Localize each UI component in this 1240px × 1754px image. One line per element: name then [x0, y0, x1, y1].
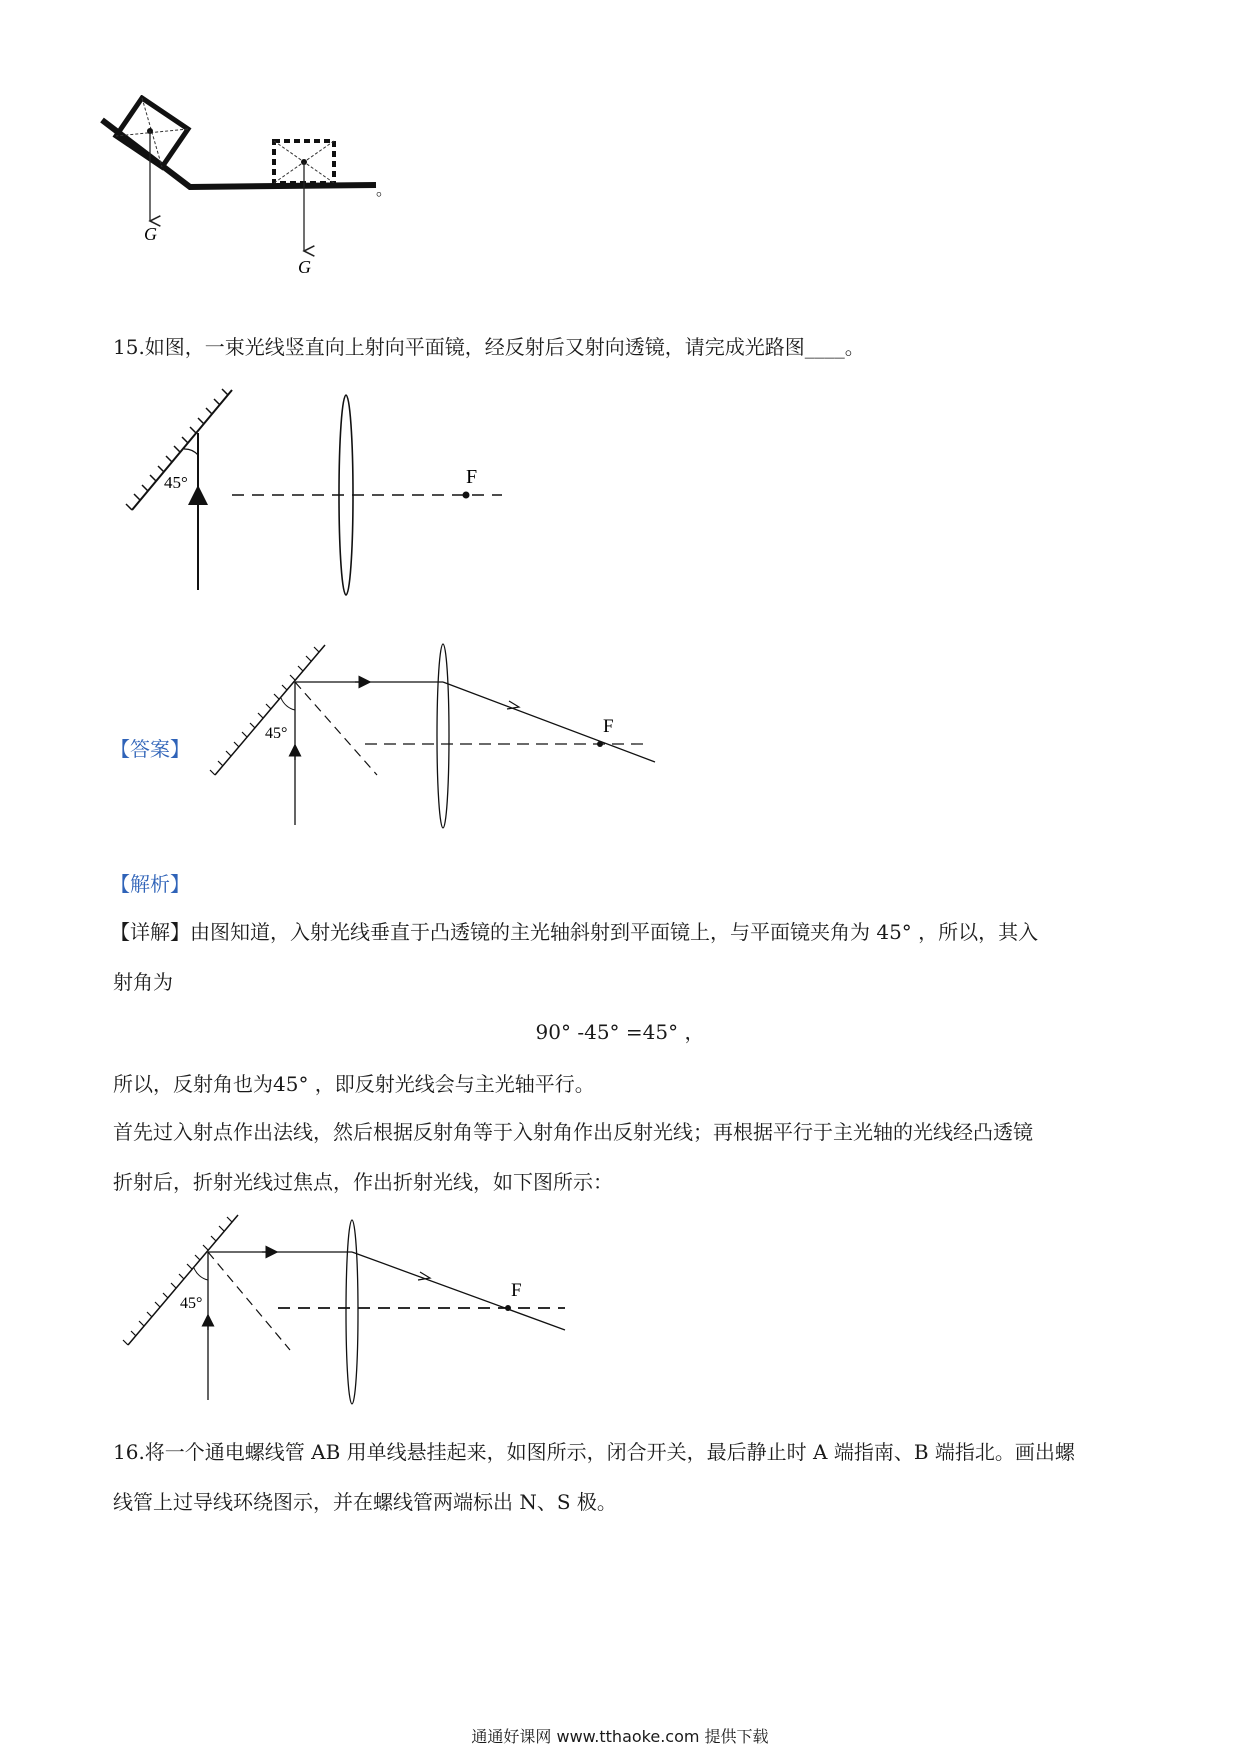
q15-figure	[112, 385, 512, 615]
q16-line1: 16.将一个通电螺线管 AB 用单线悬挂起来，如图所示，闭合开关，最后静止时 A 端指南、B 端指北。画出螺	[113, 1440, 1075, 1464]
detail-line2: 射角为	[113, 970, 173, 994]
formula: 90° -45° =45° ，	[535, 1020, 705, 1044]
answer-mirror	[210, 645, 325, 775]
analysis-line3: 所以，反射角也为45° ，即反射光线会与主光轴平行。	[113, 1072, 595, 1096]
answer-figure	[205, 640, 675, 850]
analysis-line4: 首先过入射点作出法线，然后根据反射角等于入射角作出反射光线；再根据平行于主光轴的光线经凸透镜	[113, 1120, 1033, 1144]
q16-line2: 线管上过导线环绕图示，并在螺线管两端标出 N、S 极。	[113, 1490, 617, 1514]
detail-line1: 【详解】由图知道，入射光线垂直于凸透镜的主光轴斜射到平面镜上，与平面镜夹角为 45° ，所以，其入	[110, 920, 1039, 944]
analysis-mirror	[123, 1215, 238, 1345]
page-footer: 通通好课网 www.tthaoke.com 提供下载	[471, 1727, 769, 1746]
gravity-label-right: G	[298, 257, 311, 277]
q15-text: 15.如图，一束光线竖直向上射向平面镜，经反射后又射向透镜，请完成光路图____。	[113, 335, 865, 359]
answer-focus: F	[603, 716, 614, 737]
analysis-line5: 折射后，折射光线过焦点，作出折射光线，如下图所示：	[113, 1170, 613, 1194]
focus-point	[463, 492, 470, 499]
analysis-angle: 45°	[180, 1295, 203, 1312]
gravity-figure	[100, 95, 420, 305]
analysis-label: 【解析】	[110, 872, 190, 896]
angle-label: 45°	[164, 473, 188, 492]
gravity-label-left: G	[144, 224, 157, 244]
focus-label: F	[466, 466, 478, 488]
answer-label: 【答案】	[110, 737, 190, 761]
analysis-figure	[120, 1210, 590, 1410]
analysis-focus: F	[511, 1280, 522, 1301]
answer-angle: 45°	[265, 725, 288, 742]
trailing-mark: 。	[376, 182, 393, 199]
